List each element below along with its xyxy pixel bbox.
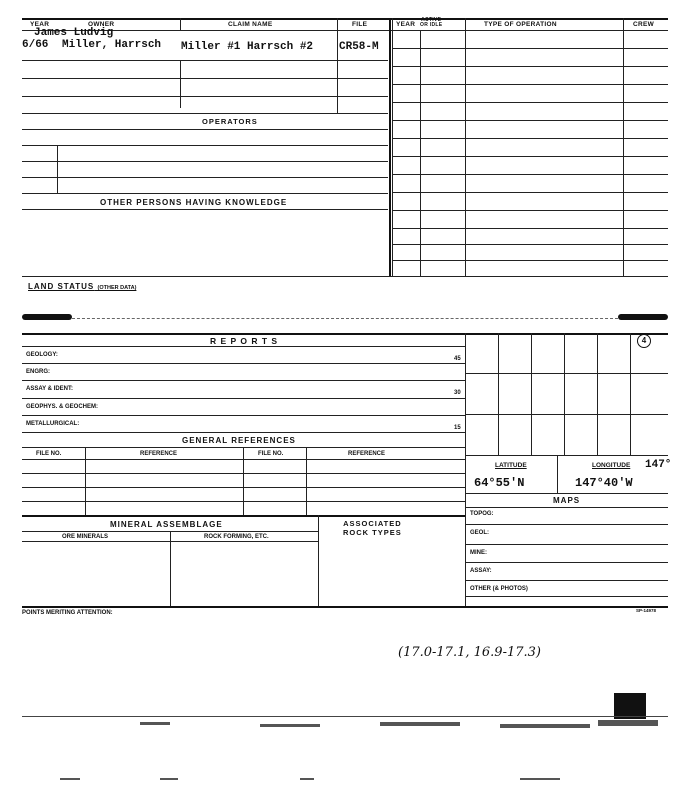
ref-header-file-no-2: FILE NO. bbox=[258, 451, 284, 457]
entry-year: 6/66 bbox=[22, 39, 49, 51]
row-line bbox=[465, 493, 668, 494]
col-owner-label: OWNER bbox=[88, 21, 115, 28]
row-line bbox=[465, 562, 668, 563]
report-num-metallurgical: 15 bbox=[454, 425, 461, 431]
row-line bbox=[465, 596, 668, 597]
longitude-label: LONGITUDE bbox=[592, 462, 631, 469]
col-crew-label: CREW bbox=[633, 21, 655, 28]
row-line bbox=[22, 145, 388, 146]
report-num-geology: 45 bbox=[454, 356, 461, 362]
scan-noise-line bbox=[22, 716, 668, 717]
report-label-geophys: GEOPHYS. & GEOCHEM: bbox=[26, 404, 99, 410]
row-line bbox=[22, 129, 388, 130]
row-line bbox=[465, 544, 668, 545]
row-line bbox=[22, 415, 465, 416]
scan-speck bbox=[60, 778, 80, 780]
claim-name-value: Miller #1 Harrsch #2 bbox=[181, 41, 314, 53]
row-line bbox=[22, 346, 465, 347]
row-line bbox=[465, 414, 668, 415]
ref-header-reference: REFERENCE bbox=[140, 451, 178, 457]
col-type-operation-label: TYPE OF OPERATION bbox=[484, 21, 557, 28]
row-line bbox=[22, 161, 388, 162]
form-number: SP-14978 bbox=[636, 608, 657, 613]
scan-speck bbox=[520, 778, 560, 780]
row-line bbox=[392, 138, 668, 139]
map-label-assay: ASSAY: bbox=[470, 568, 492, 574]
report-num-assay: 30 bbox=[454, 390, 461, 396]
latitude-label: LATITUDE bbox=[495, 462, 527, 469]
divider bbox=[170, 531, 171, 606]
row-line bbox=[22, 113, 388, 114]
col-active-idle-label: ACTIVE OR IDLE bbox=[420, 17, 443, 28]
col-year-label: YEAR bbox=[30, 21, 50, 28]
map-label-topog: TOPOG: bbox=[470, 511, 494, 517]
bottom-border bbox=[22, 606, 668, 608]
top-border bbox=[22, 18, 668, 20]
divider bbox=[85, 447, 86, 515]
divider bbox=[465, 18, 466, 276]
divider bbox=[531, 333, 532, 455]
row-line bbox=[392, 192, 668, 193]
latitude-value: 64°55'N bbox=[474, 476, 525, 490]
row-line bbox=[392, 210, 668, 211]
row-line bbox=[392, 84, 668, 85]
header-underline bbox=[22, 30, 668, 31]
ink-blot bbox=[618, 314, 668, 320]
row-line bbox=[22, 78, 388, 79]
row-line bbox=[22, 193, 388, 194]
row-line bbox=[392, 120, 668, 121]
row-line bbox=[392, 228, 668, 229]
longitude-value: 147°40'W bbox=[575, 476, 633, 490]
divider bbox=[630, 333, 631, 455]
row-line bbox=[392, 244, 668, 245]
general-references-heading: GENERAL REFERENCES bbox=[182, 436, 296, 445]
other-persons-heading: OTHER PERSONS HAVING KNOWLEDGE bbox=[100, 198, 288, 207]
row-line bbox=[392, 102, 668, 103]
points-meriting-attention-label: POINTS MERITING ATTENTION: bbox=[22, 610, 113, 616]
divider bbox=[318, 515, 319, 606]
scan-speck bbox=[500, 724, 590, 728]
rock-forming-header: ROCK FORMING, ETC. bbox=[204, 534, 269, 540]
handwritten-note: (17.0-17.1, 16.9-17.3) bbox=[398, 645, 541, 660]
divider bbox=[557, 455, 558, 493]
col-claim-name-label: CLAIM NAME bbox=[228, 21, 273, 28]
scan-speck bbox=[380, 722, 460, 726]
row-line bbox=[22, 432, 465, 433]
row-line bbox=[72, 318, 618, 319]
row-line bbox=[22, 209, 388, 210]
row-line bbox=[392, 174, 668, 175]
ore-minerals-header: ORE MINERALS bbox=[62, 534, 109, 540]
divider bbox=[337, 18, 338, 113]
row-line bbox=[22, 177, 388, 178]
map-label-mine: MINE: bbox=[470, 550, 487, 556]
row-line bbox=[22, 96, 388, 97]
row-line bbox=[465, 507, 668, 508]
col-file-label: FILE bbox=[352, 21, 368, 28]
divider bbox=[57, 145, 58, 193]
center-divider bbox=[392, 18, 393, 276]
map-label-other: OTHER (& PHOTOS) bbox=[470, 586, 528, 592]
divider bbox=[180, 60, 181, 108]
report-label-metallurgical: METALLURGICAL: bbox=[26, 421, 80, 427]
row-line bbox=[22, 363, 465, 364]
divider bbox=[243, 447, 244, 515]
row-line bbox=[22, 276, 668, 277]
divider bbox=[564, 333, 565, 455]
report-label-assay: ASSAY & IDENT: bbox=[26, 386, 74, 392]
owner-name-line1: James Ludvig bbox=[34, 27, 114, 39]
row-line bbox=[22, 515, 465, 517]
file-value: CR58-M bbox=[339, 41, 379, 53]
divider bbox=[306, 447, 307, 515]
report-label-geology: GEOLOGY: bbox=[26, 352, 58, 358]
land-status-label: LAND STATUS bbox=[28, 282, 95, 291]
operators-heading: OPERATORS bbox=[202, 117, 258, 126]
maps-heading: MAPS bbox=[553, 496, 581, 505]
owner-name-line2: Miller, Harrsch bbox=[62, 39, 162, 51]
row-line bbox=[392, 48, 668, 49]
row-line bbox=[22, 398, 465, 399]
divider bbox=[498, 333, 499, 455]
row-line bbox=[392, 260, 668, 261]
divider bbox=[623, 18, 624, 276]
report-label-engrg: ENGRG: bbox=[26, 369, 50, 375]
row-line bbox=[22, 60, 388, 61]
row-line bbox=[22, 380, 465, 381]
col-year-right-label: YEAR bbox=[396, 21, 416, 28]
longitude-extra: 147° bbox=[645, 459, 672, 471]
associated-rock-types-heading: ASSOCIATED ROCK TYPES bbox=[343, 519, 402, 537]
row-line bbox=[392, 66, 668, 67]
ref-header-file-no: FILE NO. bbox=[36, 451, 62, 457]
land-status-heading bbox=[28, 282, 136, 291]
row-line bbox=[392, 156, 668, 157]
land-status-note: (OTHER DATA) bbox=[97, 285, 137, 291]
row-line bbox=[465, 373, 668, 374]
divider bbox=[180, 18, 181, 30]
reports-heading: R E P O R T S bbox=[210, 336, 279, 346]
row-line bbox=[465, 455, 668, 456]
scan-speck bbox=[160, 778, 178, 780]
reports-top-border bbox=[22, 333, 668, 335]
scan-speck bbox=[300, 778, 314, 780]
scan-speck bbox=[598, 720, 658, 726]
row-line bbox=[465, 580, 668, 581]
ref-header-reference-2: REFERENCE bbox=[348, 451, 386, 457]
row-line bbox=[465, 524, 668, 525]
mineral-assemblage-heading: MINERAL ASSEMBLAGE bbox=[110, 520, 223, 529]
ink-blot bbox=[22, 314, 72, 320]
map-label-geol: GEOL: bbox=[470, 530, 489, 536]
scan-speck bbox=[140, 722, 170, 725]
circled-number: 4 bbox=[637, 334, 651, 348]
scan-speck bbox=[260, 724, 320, 727]
divider bbox=[597, 333, 598, 455]
center-divider bbox=[389, 18, 391, 276]
